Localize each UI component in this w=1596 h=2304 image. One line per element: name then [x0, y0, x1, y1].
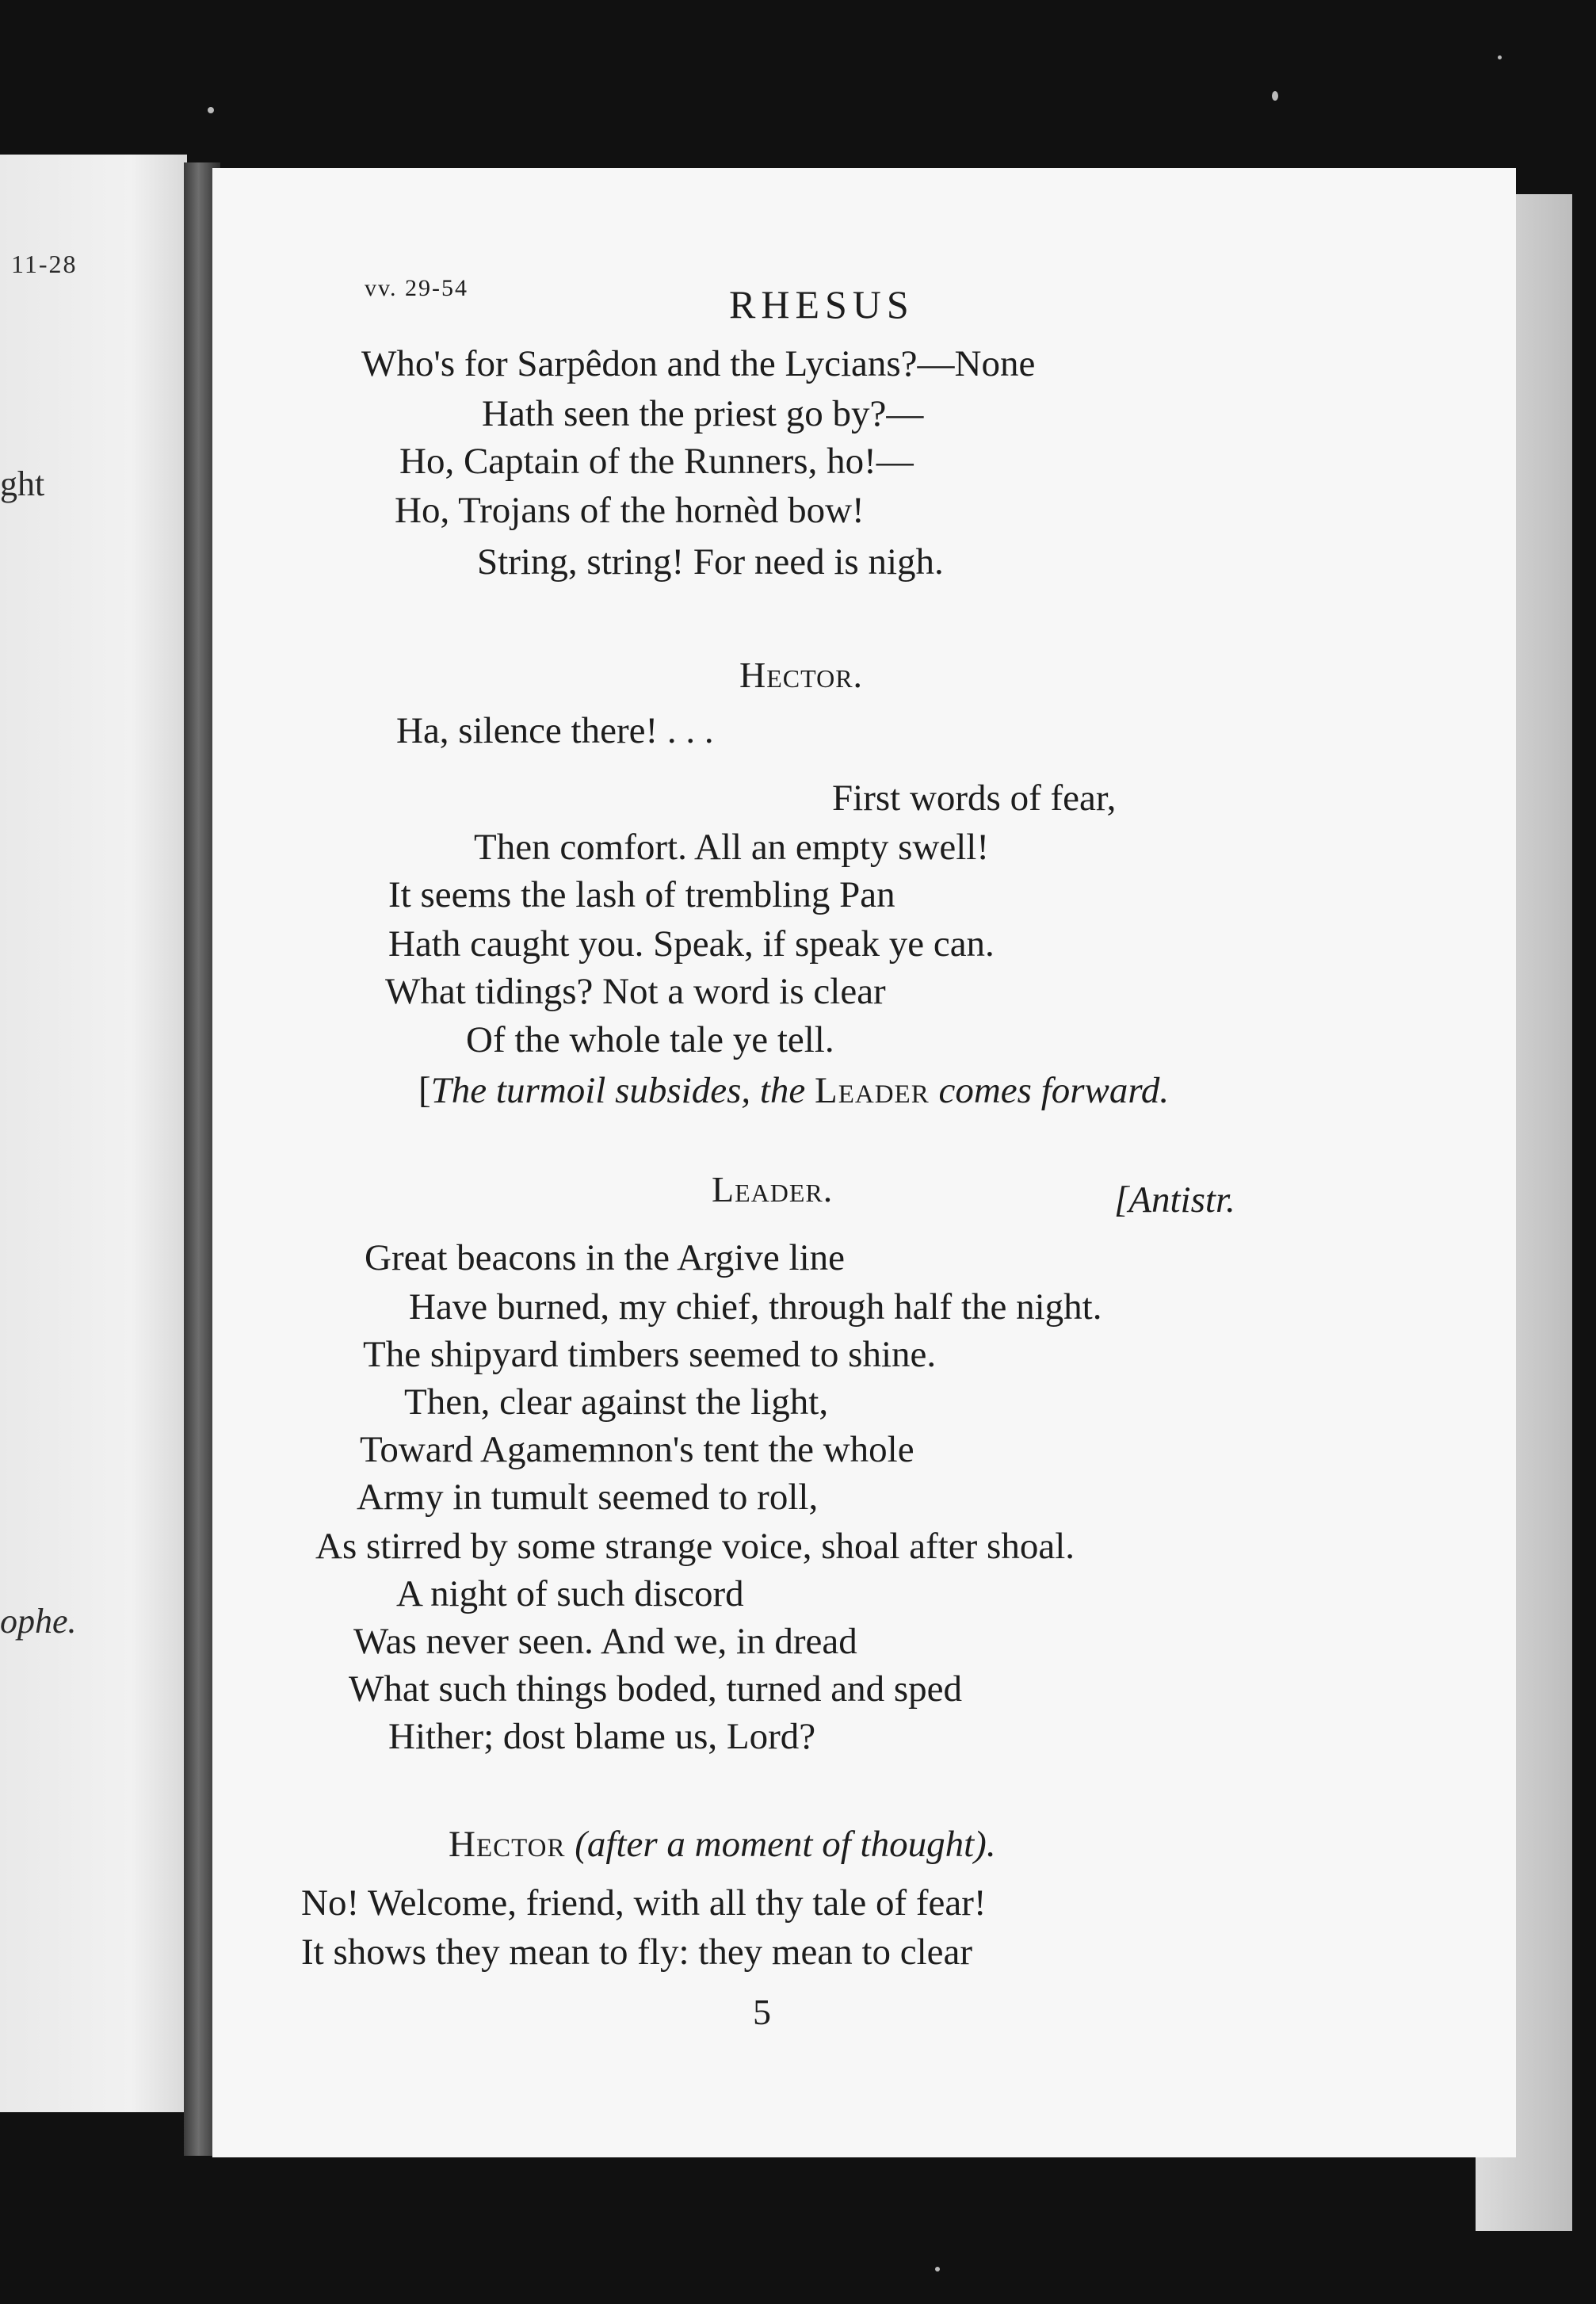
- verse-line: It shows they mean to fly: they mean to clear: [301, 1931, 973, 1973]
- dust-speck: [935, 2267, 940, 2272]
- verse-line: Ho, Trojans of the hornèd bow!: [395, 490, 865, 531]
- speaker-heading: [449, 1823, 996, 1866]
- verse-line: Was never seen. And we, in dread: [353, 1621, 857, 1662]
- speaker-leader: Leader.: [712, 1169, 834, 1209]
- stage-direction-name: Leader: [815, 1070, 930, 1111]
- verse-line: Ho, Captain of the Runners, ho!—: [399, 441, 914, 482]
- verse-line: Ha, silence there! . . .: [396, 710, 714, 751]
- page-number: 5: [753, 1992, 771, 2032]
- left-page-fragment-top: ght: [0, 464, 45, 503]
- verse-line: First words of fear,: [832, 778, 1117, 819]
- verse-line: Then, clear against the light,: [404, 1381, 829, 1423]
- verse-line: Of the whole tale ye tell.: [466, 1019, 834, 1060]
- verse-line: What tidings? Not a word is clear: [385, 971, 886, 1012]
- left-page-verse-range: 11-28: [11, 250, 78, 278]
- verse-line: String, string! For need is nigh.: [477, 541, 944, 583]
- dust-speck: [1498, 55, 1502, 59]
- verse-line: It seems the lash of trembling Pan: [388, 874, 895, 915]
- verse-line: Hither; dost blame us, Lord?: [388, 1716, 816, 1757]
- left-page-fragment-bottom: ophe.: [0, 1602, 77, 1641]
- verse-range: vv. 29-54: [365, 275, 469, 301]
- left-page: [0, 155, 187, 2112]
- verse-line: A night of such discord: [396, 1573, 744, 1614]
- stage-direction: [418, 1069, 1169, 1112]
- dust-speck: [1272, 91, 1278, 101]
- verse-line: Hath caught you. Speak, if speak ye can.: [388, 923, 995, 965]
- verse-line: Toward Agamemnon's tent the whole: [360, 1429, 914, 1470]
- verse-line: Then comfort. All an empty swell!: [474, 827, 990, 868]
- verse-line: Army in tumult seemed to roll,: [357, 1477, 819, 1518]
- stage-bracket: [: [418, 1070, 431, 1111]
- stage-note: (after a moment of thought).: [575, 1824, 996, 1865]
- verse-line: As stirred by some strange voice, shoal after shoal.: [315, 1526, 1075, 1567]
- speaker-hector: Hector: [449, 1824, 566, 1865]
- verse-line: Great beacons in the Argive line: [365, 1237, 846, 1278]
- verse-line: The shipyard timbers seemed to shine.: [363, 1334, 937, 1375]
- verse-line: Have burned, my chief, through half the night.: [409, 1286, 1102, 1328]
- verse-line: Hath seen the priest go by?—: [482, 393, 924, 434]
- dust-speck: [208, 107, 214, 113]
- verse-line: What such things boded, turned and sped: [349, 1668, 963, 1710]
- verse-line: No! Welcome, friend, with all thy tale of fear!: [301, 1882, 987, 1924]
- speaker-hector: Hector.: [739, 655, 864, 695]
- page-title: RHESUS: [729, 282, 914, 327]
- book-page: [212, 168, 1516, 2157]
- verse-line: Who's for Sarpêdon and the Lycians?—None: [361, 343, 1036, 384]
- stage-direction-text: The turmoil subsides, the: [430, 1070, 806, 1111]
- stage-direction-text: comes forward.: [938, 1070, 1170, 1111]
- antistrophe-marker: [Antistr.: [1114, 1179, 1235, 1221]
